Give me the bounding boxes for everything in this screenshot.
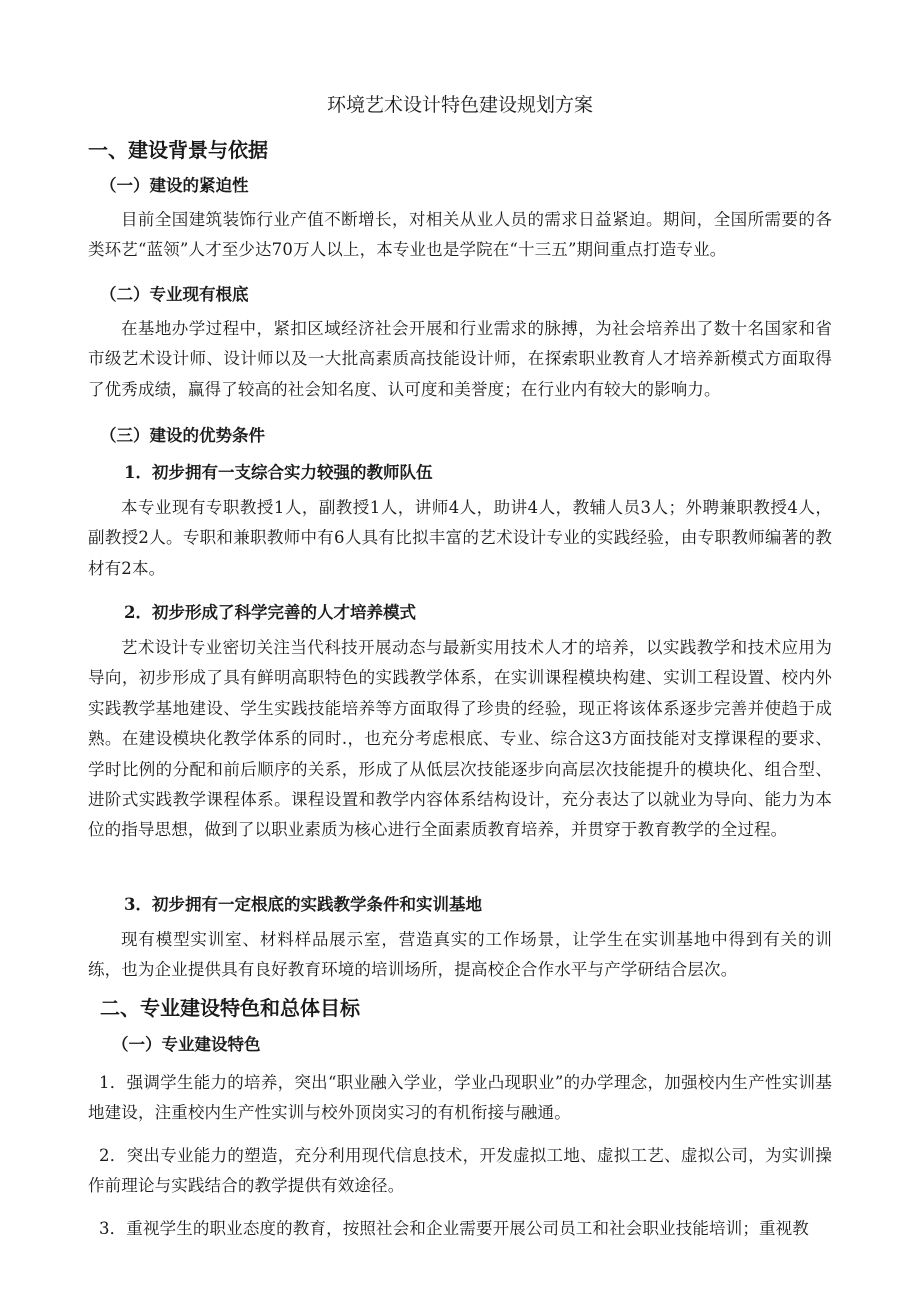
item-heading-training-model: 2．初步形成了科学完善的人才培养模式 [124, 603, 416, 622]
paragraph-urgency: 目前全国建筑装饰行业产值不断增长，对相关从业人员的需求日益紧迫。期间，全国所需要的各类环艺“蓝领”人才至少达70万人以上，本专业也是学院在“十三五”期间重点打造专业。 [88, 210, 832, 260]
subsection-heading-features: （一）专业建设特色 [112, 1035, 261, 1054]
document-title: 环境艺术设计特色建设规划方案 [326, 94, 593, 116]
subsection-heading-advantages: （三）建设的优势条件 [100, 426, 265, 445]
section-heading-1: 一、建设背景与依据 [88, 138, 268, 162]
subsection-heading-foundation: （二）专业现有根底 [100, 285, 249, 304]
section-heading-2: 二、专业建设特色和总体目标 [100, 996, 360, 1020]
item-heading-teachers: 1．初步拥有一支综合实力较强的教师队伍 [124, 463, 433, 482]
paragraph-training-model: 艺术设计专业密切关注当代科技开展动态与最新实用技术人才的培养，以实践教学和技术应用为导向，初步形成了具有鲜明高职特色的实践教学体系，在实训课程模块构建、实训工程设置、校内外实践教学基地建设、学生实践技能培养等方面取得了珍贵的经验，现正将该体系逐步完善并使趋于成熟。在建设模块化教学体系的同时.，也充分考虑根底、专业、综合这3方面技能对支撑课程的要求、学时比例的分配和前后顺序的关系，形成了从低层次技能逐步向高层次技能提升的模块化、组合型、进阶式实践教学课程体系。课程设置和教学内容体系结构设计，充分表达了以就业为导向、能力为本位的指导思想，做到了以职业素质为核心进行全面素质教育培养，并贯穿于教育教学的全过程。 [88, 638, 832, 840]
paragraph-feature-2: 2．突出专业能力的塑造，充分利用现代信息技术，开发虚拟工地、虚拟工艺、虚拟公司，为实训操作前理论与实践结合的教学提供有效途径。 [88, 1146, 832, 1196]
paragraph-practice-base: 现有模型实训室、材料样品展示室，营造真实的工作场景，让学生在实训基地中得到有关的训练，也为企业提供具有良好教育环境的培训场所，提高校企合作水平与产学研结合层次。 [88, 930, 832, 980]
paragraph-feature-3: 3．重视学生的职业态度的教育，按照社会和企业需要开展公司员工和社会职业技能培训；重视教 [99, 1219, 809, 1238]
item-heading-practice-base: 3．初步拥有一定根底的实践教学条件和实训基地 [124, 895, 482, 914]
paragraph-foundation: 在基地办学过程中，紧扣区域经济社会开展和行业需求的脉搏，为社会培养出了数十名国家和省市级艺术设计师、设计师以及一大批高素质高技能设计师，在探索职业教育人才培养新模式方面取得了优秀成绩，赢得了较高的社会知名度、认可度和美誉度；在行业内有较大的影响力。 [88, 319, 832, 399]
paragraph-teachers: 本专业现有专职教授1人，副教授1人，讲师4人，助讲4人，教辅人员3人；外聘兼职教授4人，副教授2人。专职和兼职教师中有6人具有比拟丰富的艺术设计专业的实践经验，由专职教师编著的教材有2本。 [88, 498, 832, 578]
paragraph-feature-1: 1．强调学生能力的培养，突出“职业融入学业，学业凸现职业”的办学理念，加强校内生产性实训基地建设，注重校内生产性实训与校外顶岗实习的有机衔接与融通。 [88, 1073, 832, 1123]
subsection-heading-urgency: （一）建设的紧迫性 [100, 176, 249, 195]
